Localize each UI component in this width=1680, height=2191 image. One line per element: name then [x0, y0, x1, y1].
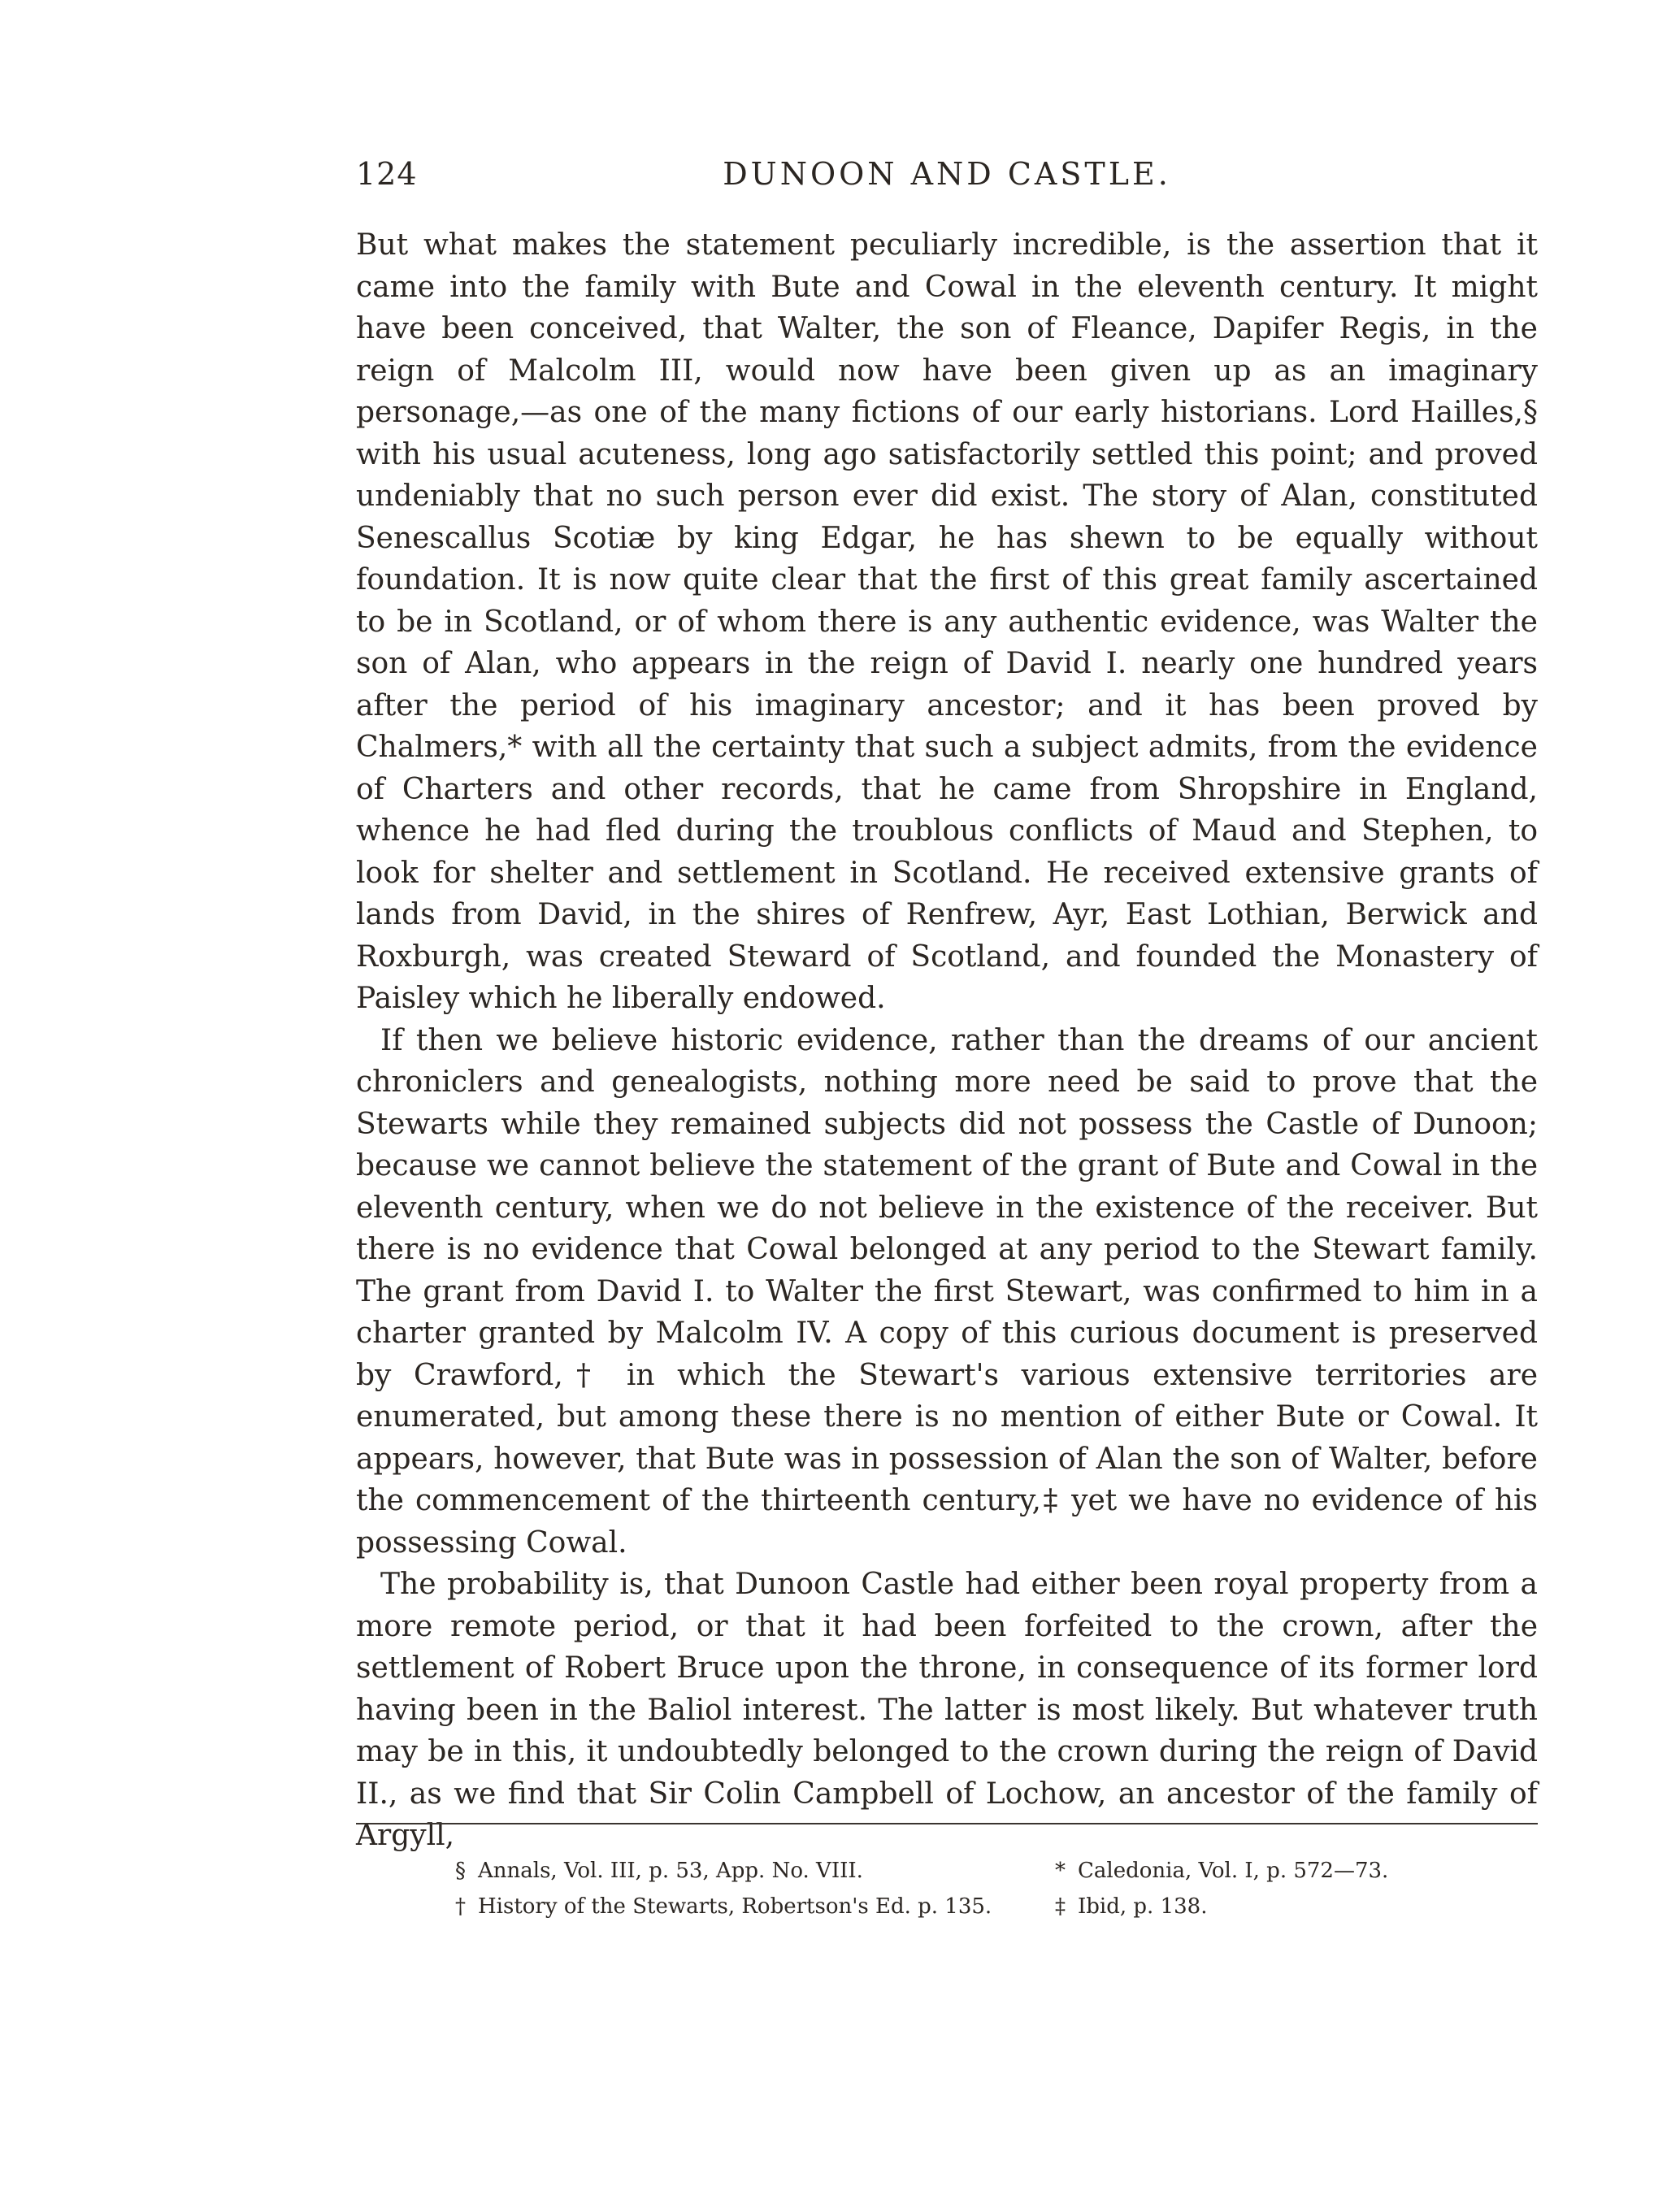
footnote — [1055, 1889, 1207, 1924]
footnote-mark: § — [455, 1859, 466, 1883]
page-number: 124 — [356, 156, 418, 192]
footnotes — [455, 1853, 1479, 1924]
footnote — [1055, 1853, 1388, 1889]
paragraph: If then we believe historic evidence, rather than the dreams of our ancient chroniclers and genealogists, nothing more need be said to prove that the Stewarts while they remained subjects did not possess the Castle of Dunoon; because we cannot believe the statement of the grant of Bute and Cowal in the eleventh century, when we do not believe in the existence of the receiver. But there is no evidence that Cowal belonged at any period to the Stewart family. The grant from David I. to Walter the first Stewart, was confirmed to him in a charter granted by Malcolm IV. A copy of this curious document is preserved by Crawford,† in which the Stewart's various extensive territories are enumerated, but among these there is no mention of either Bute or Cowal. It appears, however, that Bute was in possession of Alan the son of Walter, before the commencement of the thirteenth century,‡ yet we have no evidence of his possessing Cowal. — [356, 1023, 1538, 1560]
footnote-rule — [356, 1823, 1538, 1824]
footnote — [455, 1889, 992, 1924]
footnote-mark: * — [1055, 1859, 1066, 1883]
footnote — [455, 1853, 863, 1889]
body-text — [356, 224, 1538, 1857]
paragraph: The probability is, that Dunoon Castle had either been royal property from a more remote period, or that it had been forfeited to the crown, after the settlement of Robert Bruce upon the throne, in consequence of its former lord having been in the Baliol interest. The latter is most likely. But whatever truth may be in this, it undoubtedly belonged to the crown during the reign of David II., as we find that Sir Colin Campbell of Lochow, an ancestor of the family of Argyll, — [356, 1568, 1538, 1852]
footnote-row — [455, 1889, 1479, 1924]
footnote-text: Caledonia, Vol. I, p. 572—73. — [1078, 1859, 1389, 1883]
footnote-text: History of the Stewarts, Robertson's Ed. p. 135. — [478, 1894, 992, 1919]
footnote-mark: ‡ — [1055, 1894, 1066, 1919]
running-head — [356, 156, 1538, 202]
paragraph: But what makes the statement peculiarly incredible, is the assertion that it came into the family with Bute and Cowal in the eleventh century. It might have been conceived, that Walter, the son of Fleance, Dapifer Regis, in the reign of Malcolm III, would now have been given up as an imaginary personage,—as one of the many fictions of our early historians. Lord Hailles,§ with his usual acuteness, long ago satisfactorily settled this point; and proved undeniably that no such person ever did exist. The story of Alan, constituted Senescallus Scotiæ by king Edgar, he has shewn to be equally without foundation. It is now quite clear that the first of this great family ascertained to be in Scotland, or of whom there is any authentic evidence, was Walter the son of Alan, who appears in the reign of David I. nearly one hundred years after the period of his imaginary ancestor; and it has been proved by Chalmers,* with all the certainty that such a subject admits, from the evidence of Charters and other records, that he came from Shropshire in England, whence he had fled during the troublous conflicts of Maud and Stephen, to look for shelter and settlement in Scotland. He received extensive grants of lands from David, in the shires of Renfrew, Ayr, East Lothian, Berwick and Roxburgh, was created Steward of Scotland, and founded the Monastery of Paisley which he liberally endowed. — [356, 228, 1538, 1015]
footnote-row — [455, 1853, 1479, 1889]
footnote-text: Annals, Vol. III, p. 53, App. No. VIII. — [478, 1859, 863, 1883]
page-title: DUNOON AND CASTLE. — [723, 156, 1171, 192]
footnote-text: Ibid, p. 138. — [1078, 1894, 1208, 1919]
footnote-mark: † — [455, 1894, 466, 1919]
